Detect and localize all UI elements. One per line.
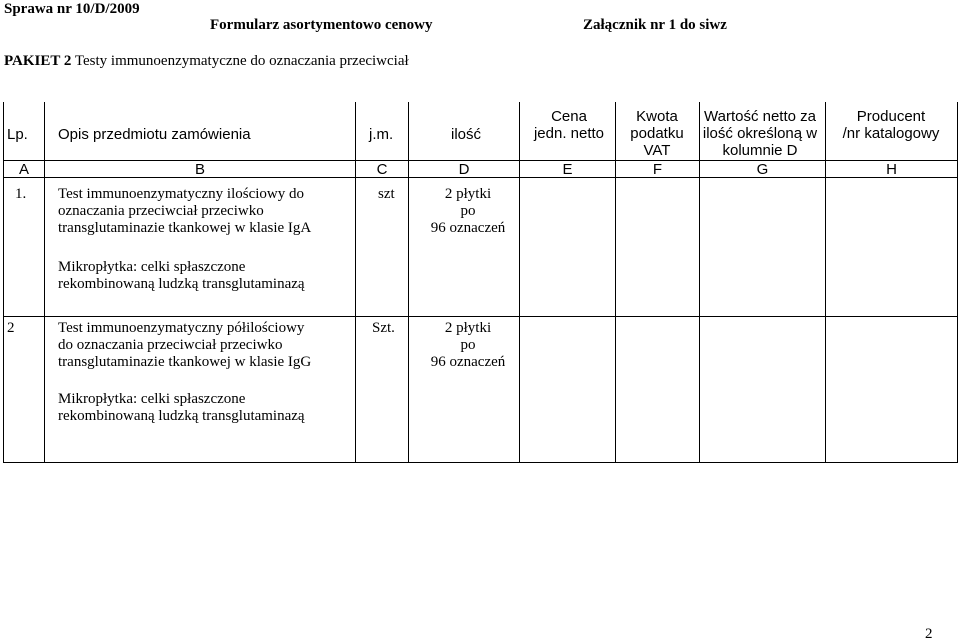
row1-quantity	[420, 186, 516, 237]
col-lp-header: Lp.	[7, 126, 28, 143]
row2-lp: 2	[7, 320, 15, 336]
col-producer-line-2: /nr katalogowy	[842, 125, 940, 142]
col-desc-header: Opis przedmiotu zamówienia	[58, 126, 251, 143]
table-header-row	[3, 102, 958, 160]
row2-qty-line-2: po	[460, 337, 476, 353]
grid-vline-6	[699, 102, 700, 463]
column-letter-c: C	[376, 161, 388, 178]
row1-note-line-2: rekombinowaną ludzką transglutaminazą	[58, 276, 305, 292]
row1-qty-line-1: 2 płytki	[444, 186, 492, 202]
col-qty-header: ilość	[451, 126, 482, 143]
row1-desc-line-1: Test immunoenzymatyczny ilościowy do	[58, 186, 304, 202]
column-letter-f: F	[652, 161, 663, 178]
row1-lp: 1.	[15, 186, 27, 202]
col-vat-line-1: Kwota	[636, 108, 678, 125]
column-letter-h: H	[886, 161, 897, 178]
row2-desc-line-3: transglutaminazie tkankowej w klasie IgG	[58, 354, 312, 370]
column-letter-e: E	[562, 161, 573, 178]
col-price-line-2: jedn. netto	[533, 125, 605, 142]
col-value-line-2: ilość określoną w	[702, 125, 818, 142]
column-letter-a: A	[18, 161, 29, 178]
row2-unit: Szt.	[372, 320, 395, 336]
row2-qty-line-3: 96 oznaczeń	[430, 354, 506, 370]
price-form-table	[3, 102, 958, 160]
row2-note-line-1: Mikropłytka: celki spłaszczone	[58, 391, 246, 407]
row2-description	[58, 320, 311, 425]
package-heading	[4, 53, 409, 70]
page-number: 2	[925, 626, 933, 642]
row1-unit: szt	[378, 186, 395, 202]
row1-desc-line-2: oznaczania przeciwciał przeciwko	[58, 203, 264, 219]
attachment-label: Załącznik nr 1 do siwz	[583, 17, 727, 33]
grid-hline-row1-bottom	[3, 316, 958, 317]
row2-desc-line-2: do oznaczania przeciwciał przeciwko	[58, 337, 283, 353]
col-unit-header: j.m.	[369, 126, 394, 143]
row1-description	[58, 186, 311, 293]
package-title: Testy immunoenzymatyczne do oznaczania przeciwciał	[74, 53, 409, 69]
row1-desc-line-3: transglutaminazie tkankowej w klasie IgA	[58, 220, 312, 236]
col-price-line-1: Cena	[551, 108, 587, 125]
column-letter-b: B	[194, 161, 205, 178]
row1-note-line-1: Mikropłytka: celki spłaszczone	[58, 259, 246, 275]
grid-vline-0	[3, 102, 4, 463]
column-letter-d: D	[458, 161, 470, 178]
grid-vline-1	[44, 102, 45, 463]
grid-vline-5	[615, 102, 616, 463]
col-vat-line-2: podatku	[630, 125, 684, 142]
row2-desc-line-1: Test immunoenzymatyczny półilościowy	[58, 320, 305, 336]
col-value-line-3: kolumnie D	[722, 142, 798, 159]
column-letter-g: G	[756, 161, 769, 178]
grid-vline-3	[408, 102, 409, 463]
case-reference: Sprawa nr 10/D/2009	[4, 1, 140, 17]
grid-vline-4	[519, 102, 520, 463]
grid-vline-7	[825, 102, 826, 463]
row1-qty-line-2: po	[460, 203, 476, 219]
row2-note-line-2: rekombinowaną ludzką transglutaminazą	[58, 408, 305, 424]
col-vat-line-3: VAT	[643, 142, 671, 159]
grid-vline-8	[957, 102, 958, 463]
form-title: Formularz asortymentowo cenowy	[210, 17, 433, 33]
grid-vline-2	[355, 102, 356, 463]
col-value-line-1: Wartość netto za	[704, 108, 816, 125]
grid-hline-row2-bottom	[3, 462, 958, 463]
col-producer-line-1: Producent	[856, 108, 926, 125]
row2-qty-line-1: 2 płytki	[444, 320, 492, 336]
row2-quantity	[420, 320, 516, 371]
package-label: PAKIET 2	[4, 53, 72, 69]
row1-qty-line-3: 96 oznaczeń	[430, 220, 506, 236]
